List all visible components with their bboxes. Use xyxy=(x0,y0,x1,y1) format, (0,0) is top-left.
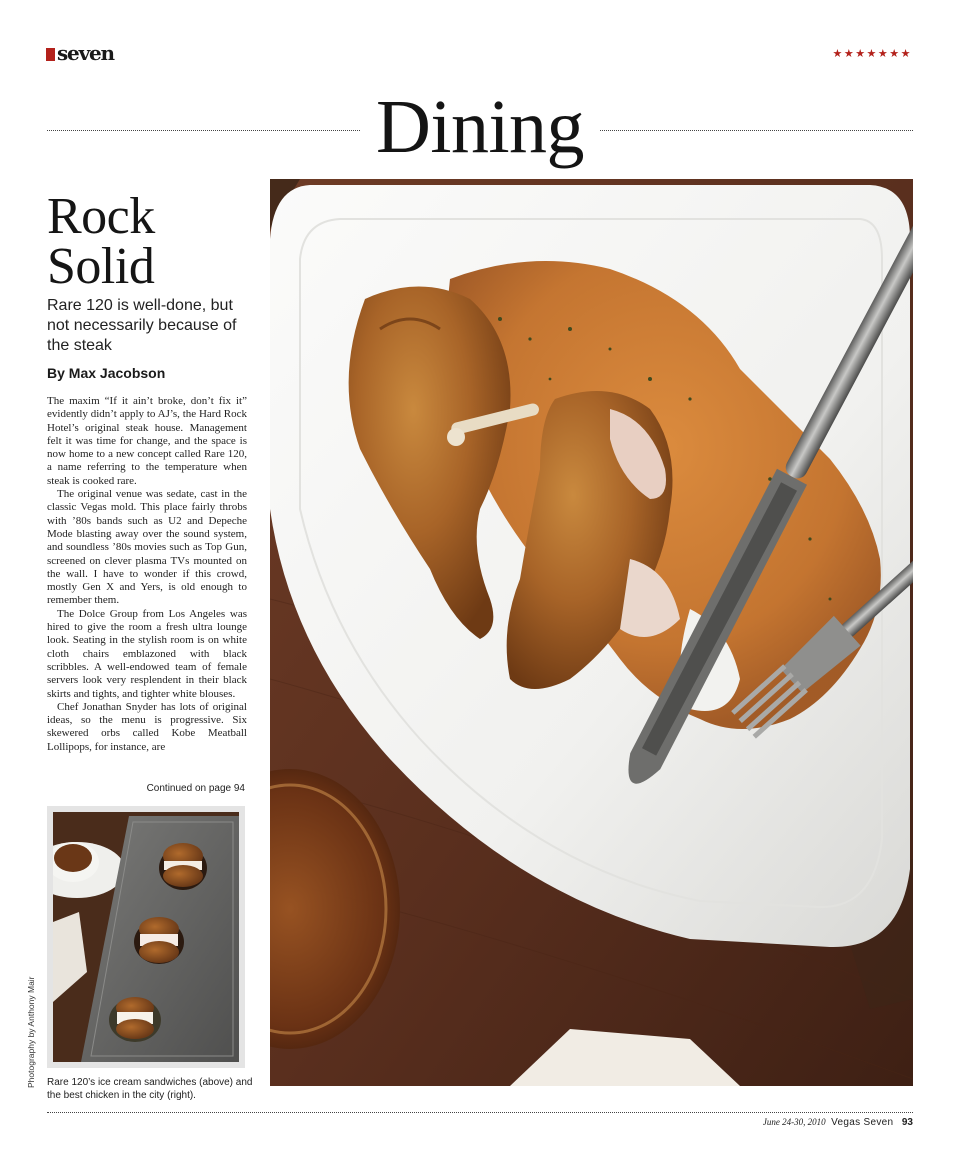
rating-stars: ★★★★★★★ xyxy=(832,47,912,60)
chicken-dish-photo xyxy=(270,179,913,1086)
logo-text: seven xyxy=(57,41,114,65)
body-paragraph-4: Chef Jonathan Snyder has lots of original ideas, so the menu is progressive. Six skewered orbs called Kobe Meatball Lollipops, for instance, are xyxy=(47,700,247,753)
ice-cream-sandwich-photo xyxy=(47,806,245,1068)
photo-caption: Rare 120’s ice cream sandwiches (above) and the best chicken in the city (right). xyxy=(47,1077,253,1101)
body-paragraph-1: The maxim “If it ain’t broke, don’t fix it” evidently didn’t apply to AJ’s, the Hard Rock Hotel’s original steak house. Management felt it was time for change, and the space is now home to a new concept called Rare 120, a name referring to the temperature when steak is cooked rare. xyxy=(47,395,247,487)
body-paragraph-3: The Dolce Group from Los Angeles was hired to give the room a fresh ultra lounge look. Seating in the stylish room is on white cloth chairs emblazoned with black scribbles. A well-endowed team of female servers look very resplendent in their black skirts and tights, and tighter white blouses. xyxy=(47,607,247,700)
section-title: Dining xyxy=(375,85,585,169)
page-folio xyxy=(763,1117,913,1128)
magazine-name: Vegas Seven xyxy=(831,1117,894,1128)
headline-line-2: Solid xyxy=(47,238,155,295)
continued-note: Continued on page 94 xyxy=(146,783,245,794)
logo-red-bar xyxy=(46,48,55,61)
page-number: 93 xyxy=(901,1117,913,1128)
article-body xyxy=(47,395,247,754)
issue-date: June 24-30, 2010 xyxy=(762,1117,826,1127)
body-paragraph-2: The original venue was sedate, cast in the classic Vegas mold. This place fairly throbs with ’80s bands such as U2 and Depeche Mode blasting away over the sound system, and soundless ’80s movies such as Top Gun, screened on clever plasma TVs mounted on the wall. I have to wonder if this crowd, mostly Gen X and Yers, is old enough to remember them. xyxy=(47,488,247,607)
chicken-dish-image xyxy=(270,179,913,1086)
photo-credit: Photography by Anthony Mair xyxy=(26,976,36,1088)
footer-rule xyxy=(47,1112,913,1113)
article-deck: Rare 120 is well-done, but not necessarily because of the steak xyxy=(47,297,237,354)
magazine-logo xyxy=(46,42,114,64)
section-rule-left xyxy=(47,130,360,131)
article-byline: By Max Jacobson xyxy=(47,365,166,381)
article-headline xyxy=(47,188,257,295)
section-rule-right xyxy=(600,130,913,131)
headline-line-1: Rock xyxy=(47,188,155,245)
ice-cream-sandwich-image xyxy=(53,812,239,1062)
